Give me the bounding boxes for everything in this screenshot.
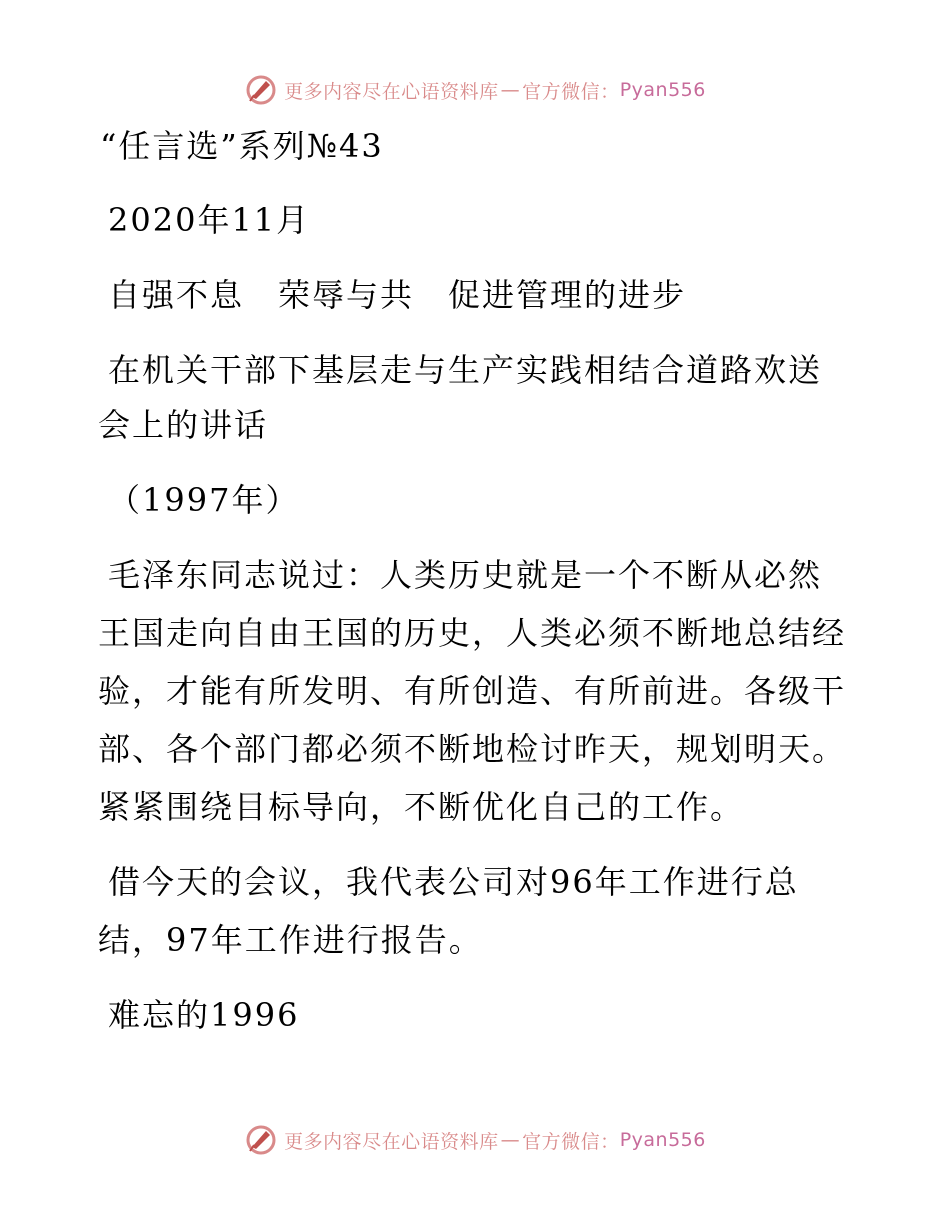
series-title: “任言选”系列№43 (100, 127, 384, 165)
paragraph-2-line-1: 借今天的会议，我代表公司对96年工作进行总 (108, 863, 799, 901)
watermark-dash: — (500, 1129, 521, 1151)
paragraph-1-line-3: 验，才能有所发明、有所创造、有所前进。各级干 (98, 672, 847, 710)
document-heading: 自强不息 荣辱与共 促进管理的进步 (108, 276, 687, 314)
quill-logo-icon (244, 1123, 278, 1157)
paragraph-2-line-2: 结，97年工作进行报告。 (98, 921, 483, 959)
watermark-text: 更多内容尽在心语资料库 (284, 1130, 499, 1153)
quill-logo-icon (244, 73, 278, 107)
watermark-wechat-label: 官方微信： (522, 1130, 620, 1153)
paragraph-1-line-5: 紧紧围绕目标导向，不断优化自己的工作。 (98, 788, 745, 826)
watermark-wechat-id: Pyan556 (619, 79, 706, 101)
watermark-dash: — (500, 79, 521, 101)
paragraph-1-line-1: 毛泽东同志说过：人类历史就是一个不断从必然 (108, 556, 823, 594)
watermark-text: 更多内容尽在心语资料库 (284, 80, 499, 103)
document-year: （1997年） (108, 481, 300, 519)
document-date: 2020年11月 (108, 201, 311, 239)
watermark-header (0, 70, 950, 110)
watermark-wechat-id: Pyan556 (619, 1129, 706, 1151)
paragraph-1-line-2: 王国走向自由王国的历史，人类必须不断地总结经 (98, 614, 847, 652)
document-subtitle-line-2: 会上的讲话 (98, 406, 269, 444)
watermark-footer (0, 1120, 950, 1160)
paragraph-1-line-4: 部、各个部门都必须不断地检讨昨天，规划明天。 (98, 730, 847, 768)
watermark-wechat-label: 官方微信： (522, 80, 620, 103)
section-heading: 难忘的1996 (108, 996, 300, 1034)
document-subtitle-line-1: 在机关干部下基层走与生产实践相结合道路欢送 (108, 351, 823, 389)
